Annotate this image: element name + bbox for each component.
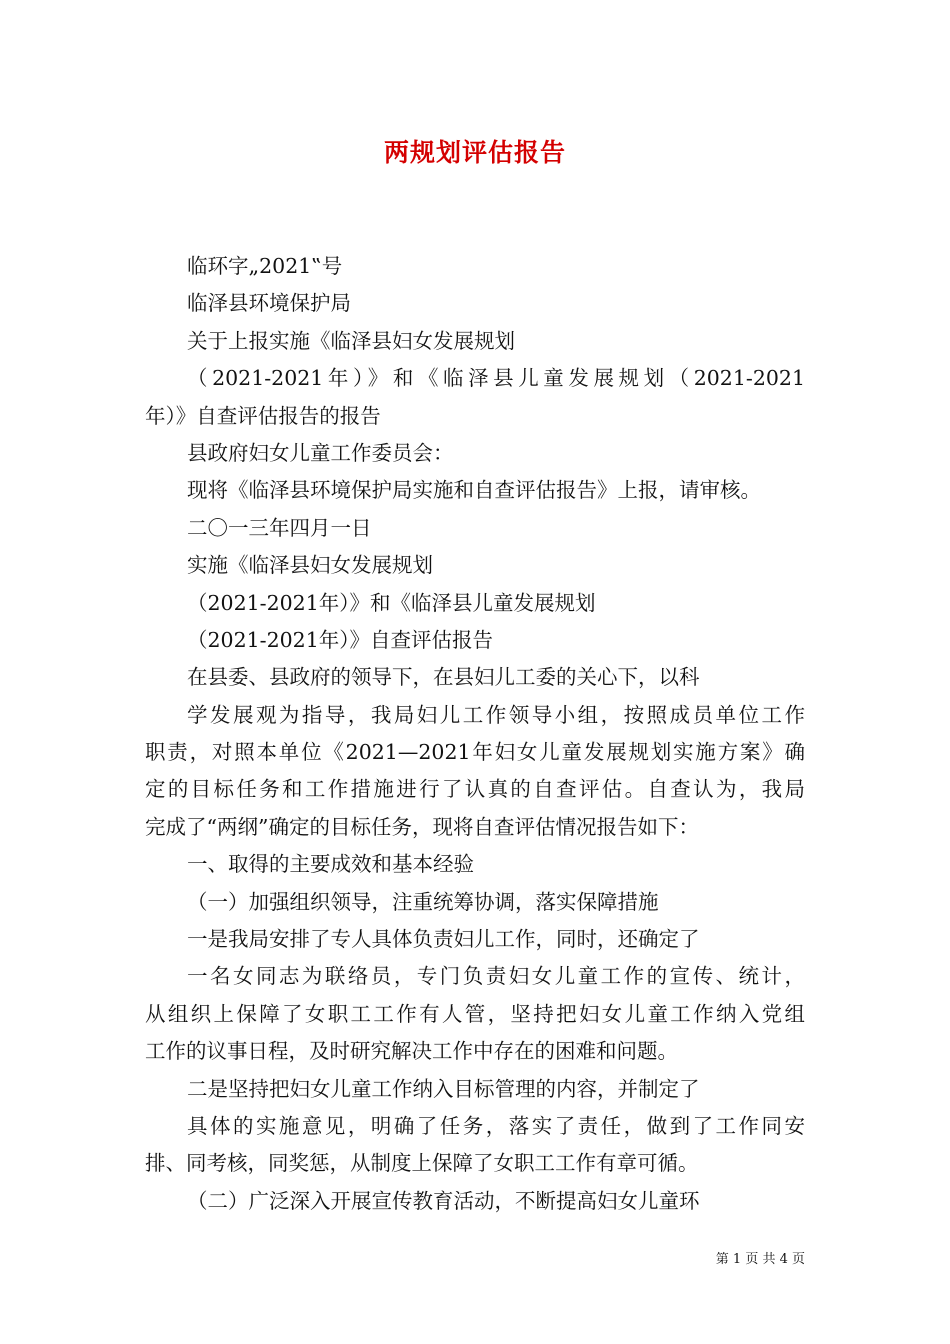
text-line: 临泽县环境保护局 — [187, 291, 351, 316]
text-line: （二）广泛深入开展宣传教育活动，不断提高妇女儿童环 — [187, 1188, 700, 1213]
text-line: 关于上报实施《临泽县妇女发展规划 — [187, 328, 515, 353]
text-line: 一名女同志为联络员，专门负责妇女儿童工作的宣传、统计， — [187, 964, 805, 989]
text-line: 现将《临泽县环境保护局实施和自查评估报告》上报，请审核。 — [187, 478, 761, 503]
document-body — [145, 248, 805, 1220]
text-line: 二是坚持把妇女儿童工作纳入目标管理的内容，并制定了 — [187, 1076, 700, 1101]
text-line: 一是我局安排了专人具体负责妇儿工作，同时，还确定了 — [187, 927, 700, 952]
text-line: 临环字„2021‟号 — [187, 254, 343, 278]
text-line: （2021-2021年）》和《临泽县儿童发展规划（2021-2021 — [187, 366, 805, 391]
text-line: （2021-2021年）》和《临泽县儿童发展规划 — [187, 590, 596, 615]
text-line: （一）加强组织领导，注重统筹协调，落实保障措施 — [187, 889, 659, 914]
text-line: 具体的实施意见，明确了任务，落实了责任，做到了工作同安 — [187, 1113, 805, 1138]
text-line: （2021-2021年）》自查评估报告 — [187, 627, 494, 652]
text-line: 一、取得的主要成效和基本经验 — [187, 852, 474, 877]
text-line: 实施《临泽县妇女发展规划 — [187, 553, 433, 578]
text-line: 学发展观为指导，我局妇儿工作领导小组，按照成员单位工作 — [187, 702, 805, 727]
text-line: 排、同考核，同奖惩，从制度上保障了女职工工作有章可循。 — [145, 1151, 699, 1176]
page-number: 第 1 页 共 4 页 — [715, 1252, 805, 1267]
text-line: 从组织上保障了女职工工作有人管，坚持把妇女儿童工作纳入党组 — [145, 1001, 805, 1026]
text-line: 定的目标任务和工作措施进行了认真的自查评估。自查认为，我局 — [145, 777, 805, 802]
text-line: 职责，对照本单位《2021—2021年妇女儿童发展规划实施方案》确 — [145, 740, 805, 765]
text-line: 年）》自查评估报告的报告 — [145, 403, 381, 428]
text-line: 县政府妇女儿童工作委员会： — [187, 440, 454, 465]
text-line: 在县委、县政府的领导下，在县妇儿工委的关心下，以科 — [187, 665, 700, 690]
text-line: 完成了“两纲”确定的目标任务，现将自查评估情况报告如下： — [145, 814, 699, 839]
document-title: 两规划评估报告 — [383, 138, 566, 167]
text-line: 二〇一三年四月一日 — [187, 515, 372, 540]
text-line: 工作的议事日程，及时研究解决工作中存在的困难和问题。 — [145, 1039, 678, 1064]
